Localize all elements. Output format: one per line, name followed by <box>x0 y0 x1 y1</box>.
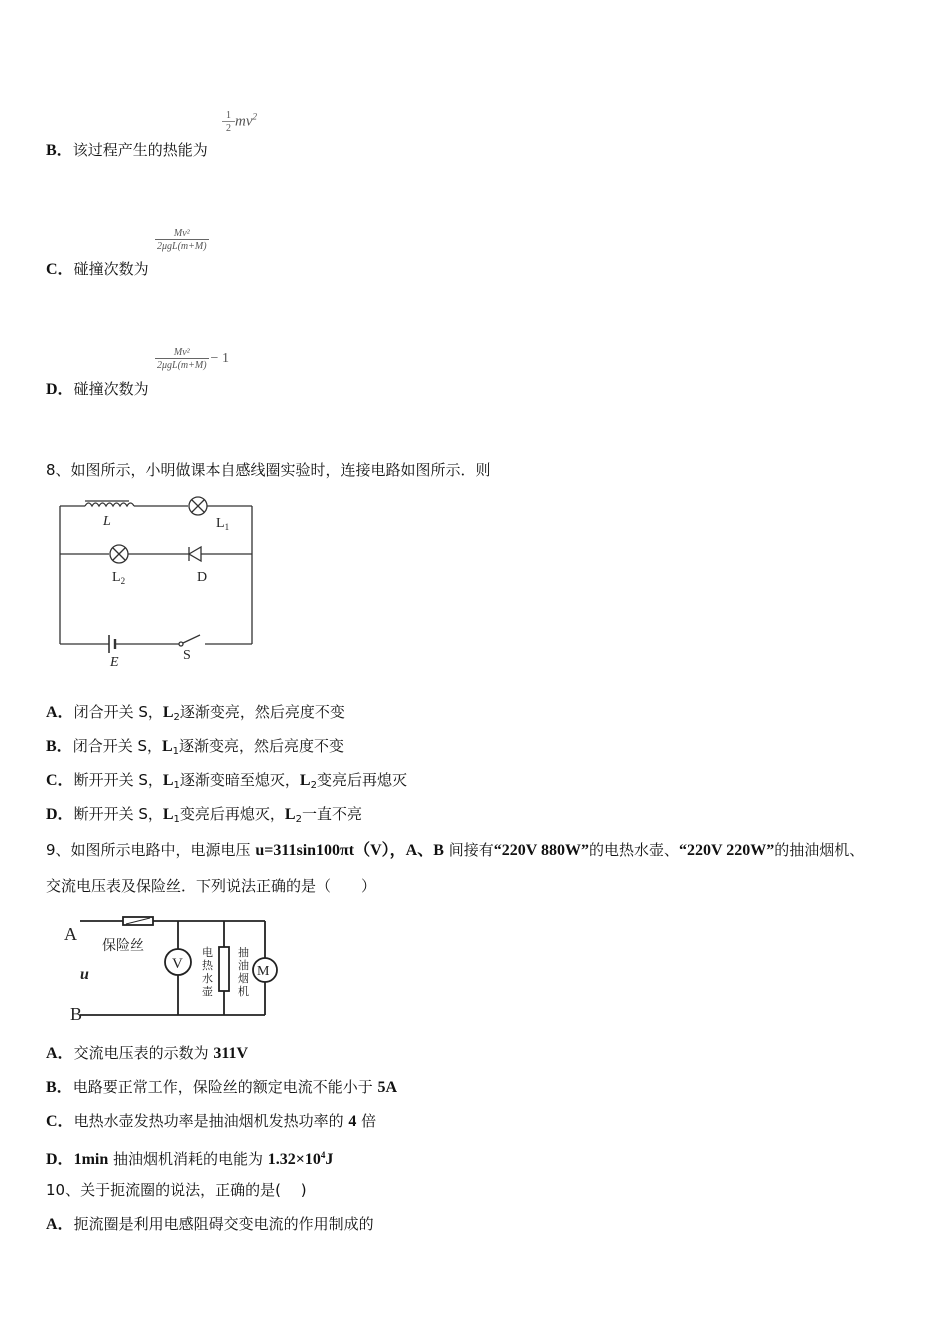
q7-option-c-formula <box>155 228 209 252</box>
option-letter: C． <box>46 772 74 789</box>
option-text: 断开开关 S， <box>73 805 163 823</box>
formula-tail: mv <box>235 113 253 130</box>
label-D: D <box>197 570 208 585</box>
option-value: 1.32×10 <box>267 1151 321 1168</box>
option-text: 闭合开关 S， <box>73 703 163 721</box>
q9-stem-line2: 交流电压表及保险丝．下列说法正确的是（ ） <box>46 877 377 895</box>
hood-rating: “220V 220W” <box>678 842 775 859</box>
voltmeter-symbol: V <box>172 956 183 972</box>
formula-tail: − 1 <box>210 351 229 367</box>
option-text: 变亮后再熄灭， <box>179 805 285 823</box>
label-kettle <box>202 945 214 998</box>
option-value: 311V <box>213 1045 249 1062</box>
lamp-subscript: 2 <box>310 780 317 791</box>
option-value: 1min <box>73 1151 109 1168</box>
lamp-subscript: 1 <box>173 814 180 825</box>
option-value: 5A <box>377 1079 398 1096</box>
svg-text:机: 机 <box>238 986 249 998</box>
q9-option-c[interactable] <box>46 1111 376 1132</box>
lamp-subscript: 1 <box>173 780 180 791</box>
option-value: 4 <box>348 1113 357 1130</box>
formula-numerator: 1 <box>226 110 231 121</box>
svg-text:壶: 壶 <box>202 986 213 998</box>
label-S: S <box>183 648 191 663</box>
svg-text:热: 热 <box>202 960 213 972</box>
option-text: 逐渐变亮，然后亮度不变 <box>179 703 345 721</box>
stem-text: 间接有 <box>443 841 494 859</box>
option-text: 交流电压表的示数为 <box>73 1044 214 1062</box>
q9-option-a[interactable] <box>46 1043 248 1064</box>
option-text: 断开开关 S， <box>73 771 163 789</box>
q7-option-d[interactable] <box>46 379 149 400</box>
q9-circuit-diagram <box>60 910 285 1028</box>
q8-circuit-diagram <box>55 492 260 672</box>
label-hood <box>238 945 249 998</box>
option-text: 抽油烟机消耗的电能为 <box>108 1150 268 1168</box>
lamp-label: L <box>162 772 174 789</box>
label-E: E <box>110 655 119 670</box>
option-letter: B． <box>46 142 73 159</box>
q8-stem: 8、如图所示，小明做课本自感线圈实验时，连接电路如图所示．则 <box>46 461 491 479</box>
option-letter: D． <box>46 1151 74 1168</box>
lamp-subscript: 2 <box>295 814 302 825</box>
lamp-label: L <box>162 806 174 823</box>
lamp-label: L <box>284 806 296 823</box>
svg-text:烟: 烟 <box>238 973 249 985</box>
svg-text:水: 水 <box>202 973 213 985</box>
q8-option-a[interactable] <box>46 702 345 728</box>
svg-text:电: 电 <box>202 947 213 959</box>
option-text: 变亮后再熄灭 <box>316 771 407 789</box>
option-text: 电热水壶发热功率是抽油烟机发热功率的 <box>73 1112 349 1130</box>
q8-option-d[interactable] <box>46 804 362 830</box>
svg-text:油: 油 <box>238 960 249 972</box>
option-letter: B． <box>46 1079 73 1096</box>
lamp-label: L <box>162 704 174 721</box>
q7-option-c[interactable] <box>46 259 149 280</box>
stem-text: 9、如图所示电路中，电源电压 <box>46 841 256 859</box>
q7-option-b-formula <box>222 110 257 134</box>
q8-option-b[interactable] <box>46 736 344 762</box>
label-u: u <box>80 966 89 983</box>
option-text: 闭合开关 S， <box>72 737 162 755</box>
label-fuse: 保险丝 <box>102 938 144 954</box>
option-letter: A． <box>46 704 74 721</box>
q9-option-d[interactable] <box>46 1145 333 1170</box>
option-letter: A． <box>46 1216 74 1233</box>
svg-text:抽: 抽 <box>238 947 249 959</box>
option-unit: J <box>325 1151 334 1168</box>
formula-denominator: 2μgL(m+M) <box>157 241 207 252</box>
stem-text: 的电热水壶、 <box>588 841 679 859</box>
option-text: 碰撞次数为 <box>73 260 149 278</box>
stem-text: 的抽油烟机、 <box>774 841 865 859</box>
q10-stem: 10、关于扼流圈的说法，正确的是( ) <box>46 1181 307 1199</box>
exponent: 4 <box>320 1150 326 1160</box>
option-letter: D． <box>46 806 74 823</box>
option-letter: B． <box>46 738 73 755</box>
label-L2: $L_2$ <box>112 570 126 586</box>
formula-denominator: 2μgL(m+M) <box>157 360 207 371</box>
q10-option-a[interactable] <box>46 1214 374 1235</box>
q7-option-b[interactable] <box>46 140 208 161</box>
label-a: A <box>64 924 77 944</box>
motor-symbol: M <box>257 964 270 979</box>
option-letter: A． <box>46 1045 74 1062</box>
label-L: L <box>103 514 111 529</box>
stem-formula: u=311sin100πt（V），A、B <box>255 842 444 859</box>
q9-option-b[interactable] <box>46 1077 397 1098</box>
q8-option-c[interactable] <box>46 770 407 796</box>
option-text: 扼流圈是利用电感阻碍交变电流的作用制成的 <box>73 1215 374 1233</box>
label-L1: $L_1$ <box>216 516 230 532</box>
lamp-subscript: 1 <box>172 746 180 757</box>
option-text: 电路要正常工作，保险丝的额定电流不能小于 <box>72 1078 378 1096</box>
label-b: B <box>70 1004 83 1024</box>
option-text: 倍 <box>356 1112 377 1130</box>
q9-stem-line1 <box>46 840 864 861</box>
formula-exponent: 2 <box>252 111 257 122</box>
option-text: 一直不亮 <box>301 805 362 823</box>
option-letter: C． <box>46 1113 74 1130</box>
option-text: 碰撞次数为 <box>73 380 149 398</box>
kettle-rating: “220V 880W” <box>493 842 589 859</box>
option-text: 逐渐变亮，然后亮度不变 <box>179 737 345 755</box>
formula-numerator: Mv² <box>173 228 190 239</box>
option-text: 逐渐变暗至熄灭， <box>179 771 300 789</box>
option-text: 该过程产生的热能为 <box>72 141 208 159</box>
lamp-subscript: 2 <box>173 712 180 723</box>
lamp-label: L <box>299 772 311 789</box>
formula-denominator: 2 <box>222 121 235 134</box>
lamp-label: L <box>161 738 173 755</box>
option-letter: C． <box>46 261 74 278</box>
q7-option-d-formula <box>155 347 229 371</box>
formula-numerator: Mv² <box>173 347 190 358</box>
option-letter: D． <box>46 381 74 398</box>
